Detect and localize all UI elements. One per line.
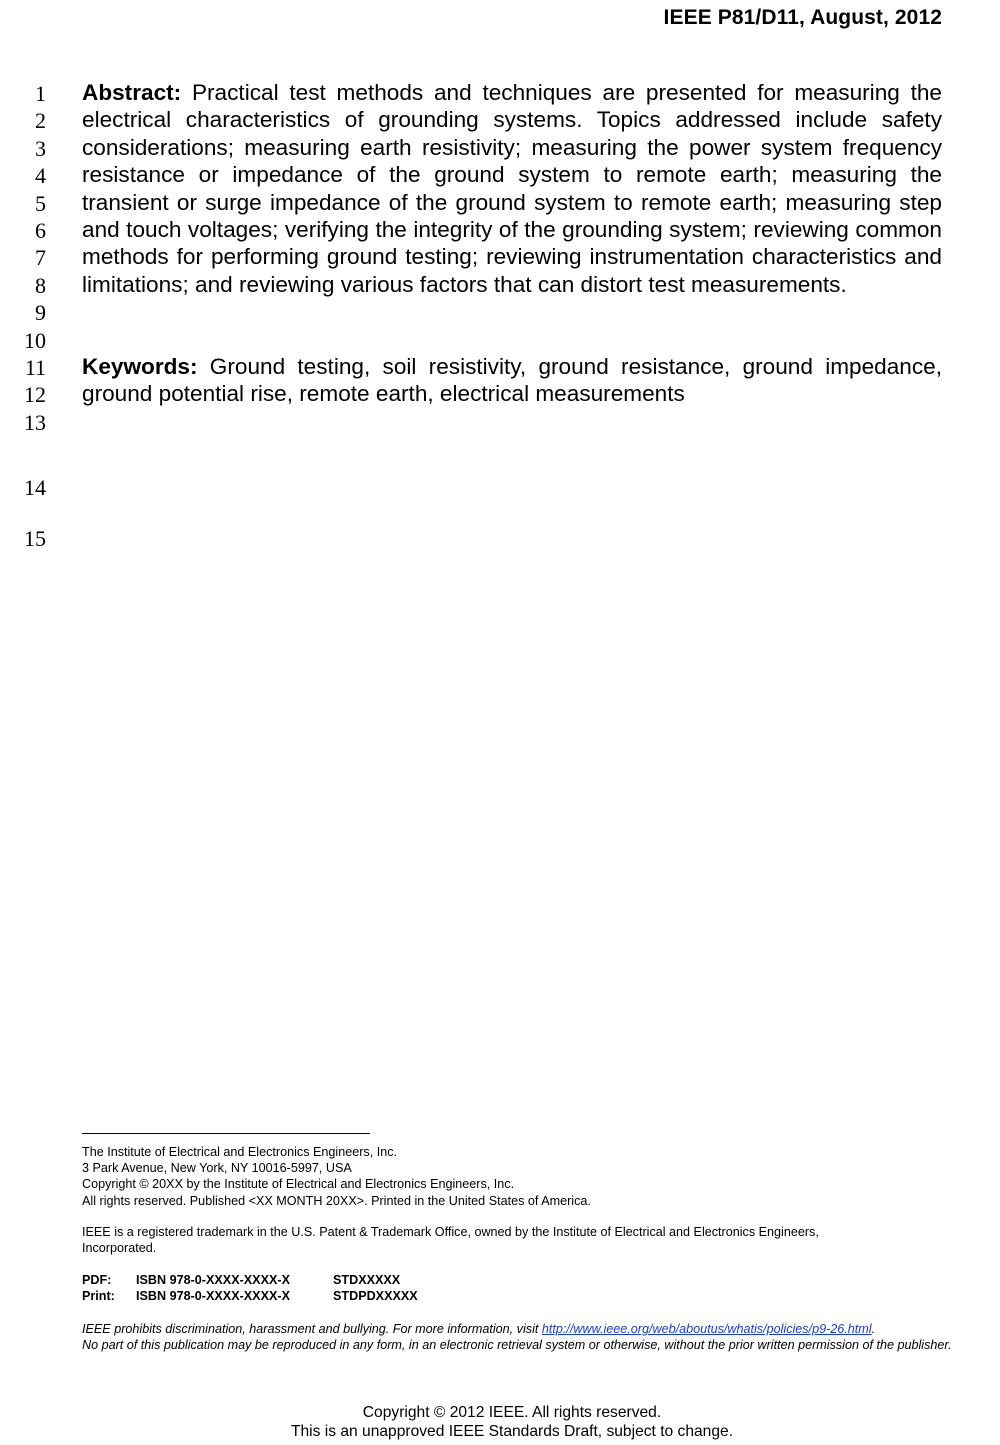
- reproduction-notice: No part of this publication may be reproduced in any form, in an electronic retrieval system or otherwise, without the prior written permission of the publisher.: [82, 1338, 952, 1353]
- line-number: 14: [24, 475, 46, 500]
- footnote-divider: [82, 1133, 370, 1134]
- address-line: 3 Park Avenue, New York, NY 10016-5997, USA: [82, 1161, 352, 1176]
- line-number: 6: [35, 218, 46, 243]
- line-number: 11: [24, 355, 46, 380]
- line-number: 13: [24, 410, 46, 435]
- line-number: 10: [24, 328, 46, 353]
- print-isbn: ISBN 978-0-XXXX-XXXX-X: [136, 1289, 290, 1303]
- line-number: 7: [35, 245, 46, 270]
- line-number: 4: [35, 163, 46, 188]
- abstract-text: Practical test methods and techniques are presented for measuring the electrical characteristics of grounding systems. Topics addressed include safety considerations; measuring earth resistivity; measuring the power system frequency resistance or impedance of the ground system to remote earth; measuring the transient or surge impedance of the ground system to remote earth; measuring step and touch voltages; verifying the integrity of the grounding system; reviewing common methods for performing ground testing; reviewing instrumentation characteristics and limitations; and reviewing various factors that can distort test measurements.: [82, 80, 942, 297]
- pdf-label: PDF:: [82, 1273, 112, 1287]
- policy-link[interactable]: http://www.ieee.org/web/aboutus/whatis/policies/p9-26.html: [541, 1322, 872, 1336]
- footer-copyright: Copyright © 2012 IEEE. All rights reserved.: [362, 1404, 662, 1421]
- address-line: The Institute of Electrical and Electronics Engineers, Inc.: [82, 1145, 397, 1159]
- line-number: 15: [24, 526, 46, 551]
- trademark-notice: IEEE is a registered trademark in the U.S. Patent & Trademark Office, owned by the Institute of Electrical and Electronics Engineers, Incorporated.: [82, 1225, 819, 1256]
- address-line: All rights reserved. Published <XX MONTH 20XX>. Printed in the United States of America.: [82, 1193, 591, 1208]
- pdf-isbn: ISBN 978-0-XXXX-XXXX-X: [136, 1273, 290, 1287]
- document-header: IEEE P81/D11, August, 2012: [663, 6, 942, 29]
- line-number: 9: [35, 300, 46, 325]
- print-label: Print:: [82, 1289, 115, 1303]
- keywords-paragraph: [82, 353, 942, 408]
- policy-notice: [82, 1321, 952, 1353]
- print-code: STDPDXXXXX: [333, 1289, 418, 1303]
- line-number: 3: [35, 136, 46, 161]
- line-number: 8: [35, 273, 46, 298]
- footer-draft-notice: This is an unapproved IEEE Standards Draft, subject to change.: [290, 1423, 734, 1440]
- keywords-text: Ground testing, soil resistivity, ground resistance, ground impedance, ground potential rise, remote earth, electrical measurements: [82, 354, 942, 407]
- keywords-label: Keywords:: [82, 354, 198, 379]
- abstract-paragraph: [82, 79, 942, 298]
- policy-suffix: .: [871, 1322, 876, 1336]
- line-number: 12: [24, 382, 46, 407]
- line-number: 5: [35, 191, 46, 216]
- line-number: 2: [35, 108, 46, 133]
- line-number: 1: [35, 81, 46, 106]
- pdf-code: STDXXXXX: [333, 1273, 401, 1287]
- abstract-label: Abstract:: [82, 80, 182, 105]
- address-line: Copyright © 20XX by the Institute of Electrical and Electronics Engineers, Inc.: [82, 1177, 515, 1192]
- policy-prefix: IEEE prohibits discrimination, harassment and bullying. For more information, visit: [82, 1322, 542, 1336]
- publisher-address: [82, 1144, 952, 1209]
